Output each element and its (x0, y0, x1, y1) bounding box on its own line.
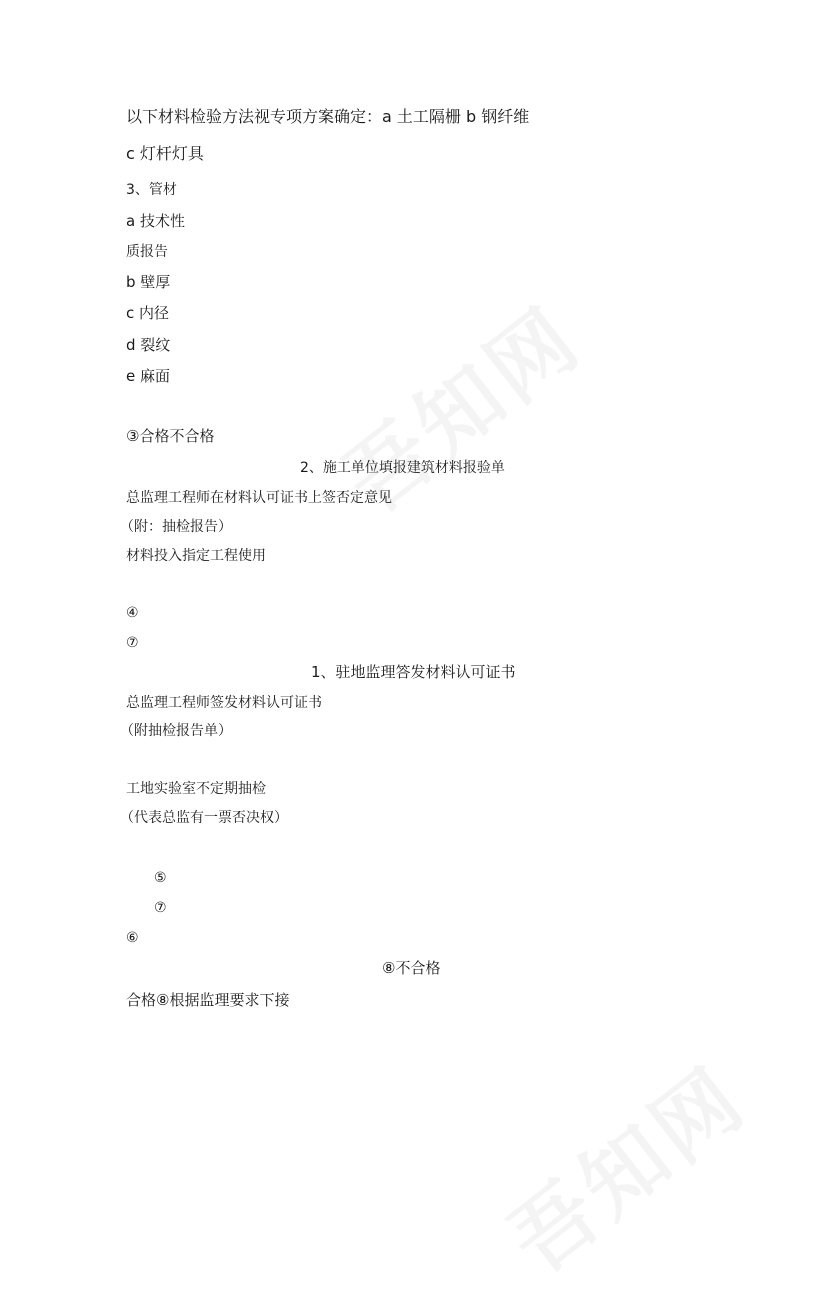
text-line: e 麻面 (126, 367, 170, 385)
circled-number: ⑤ (154, 870, 167, 886)
text-line: c 灯杆灯具 (126, 144, 204, 163)
text-line: 1、驻地监理答发材料认可证书 (311, 663, 516, 681)
section-heading: 3、管材 (126, 182, 177, 198)
text-line: 总监理工程师签发材料认可证书 (126, 695, 322, 711)
text-line: 以下材料检验方法视专项方案确定：a 土工隔栅 b 钢纤维 (126, 107, 530, 126)
text-line: （附：抽检报告） (120, 519, 232, 535)
text-line: 材料投入指定工程使用 (126, 548, 266, 564)
text-line: a 技术性 (126, 212, 185, 230)
circled-number: ⑥ (126, 930, 139, 946)
text-line: 合格⑧根据监理要求下接 (126, 991, 290, 1009)
circled-number: ⑦ (126, 635, 139, 651)
circled-number: ④ (126, 605, 139, 621)
text-line: 质报告 (126, 244, 168, 260)
text-line: 2、施工单位填报建筑材料报验单 (300, 460, 505, 476)
text-line: c 内径 (126, 304, 170, 322)
text-line: ③合格不合格 (126, 427, 215, 445)
watermark-text (480, 1034, 767, 1295)
text-line: d 裂纹 (126, 336, 171, 354)
text-line: 工地实验室不定期抽检 (126, 781, 266, 797)
text-line: （附抽检报告单） (120, 723, 232, 739)
text-line: 总监理工程师在材料认可证书上签否定意见 (126, 490, 392, 506)
circled-number: ⑦ (154, 900, 167, 916)
text-line: （代表总监有一票否决权） (120, 810, 288, 826)
text-line: b 壁厚 (126, 273, 171, 291)
text-line: ⑧不合格 (382, 959, 441, 977)
